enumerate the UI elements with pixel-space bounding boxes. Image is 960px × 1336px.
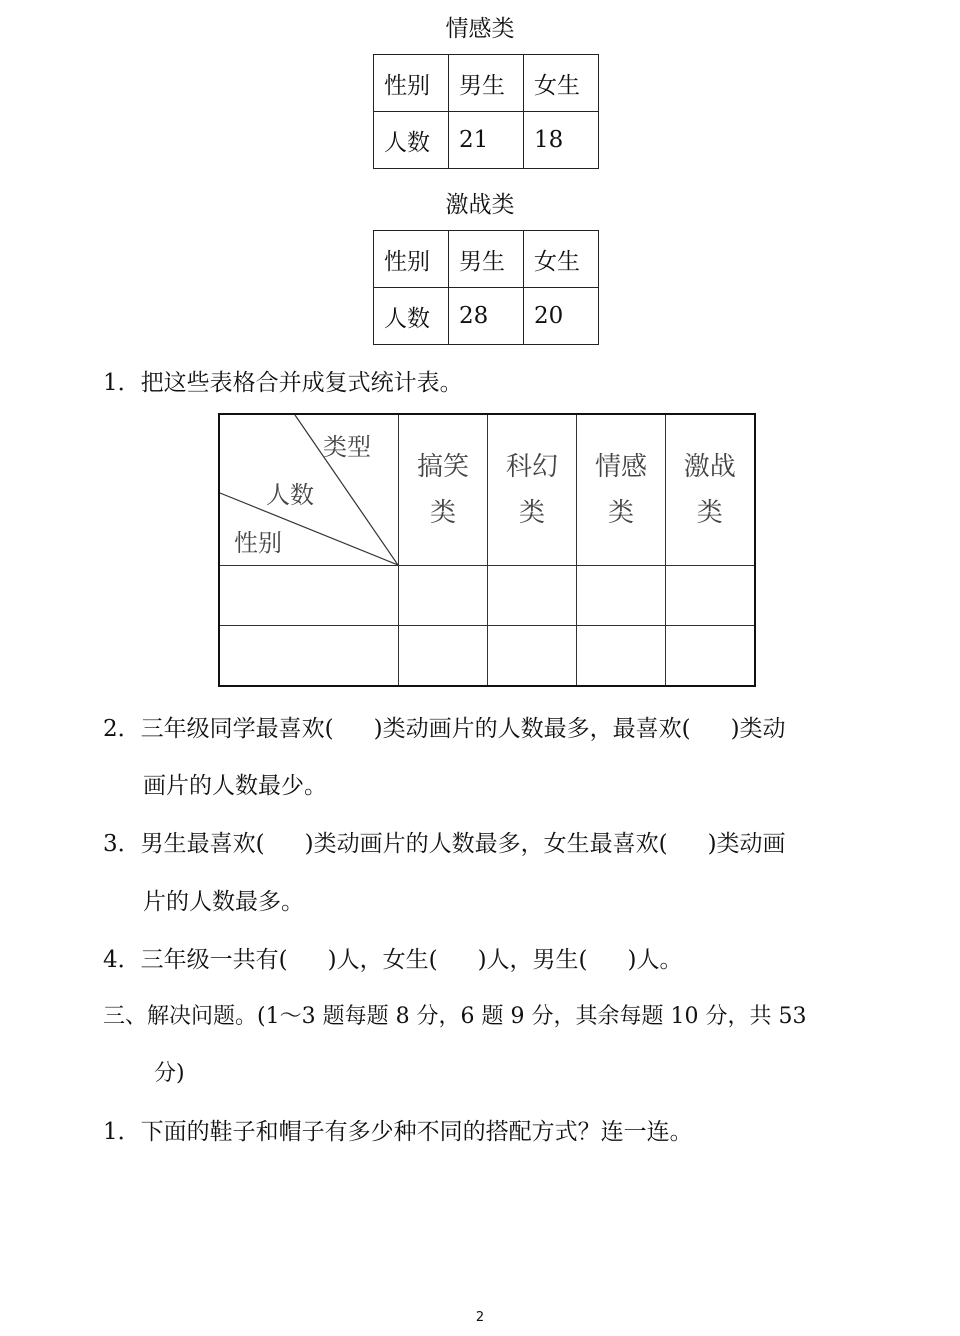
- table-cell: 男生: [449, 55, 524, 112]
- question-1: [103, 364, 463, 397]
- table-row: [374, 112, 599, 169]
- blank-cell[interactable]: [577, 626, 666, 686]
- blank-cell[interactable]: [577, 566, 666, 626]
- table-cell: 28: [449, 288, 524, 345]
- table-cell: 18: [524, 112, 599, 169]
- column-header-scifi: 科幻 类: [488, 414, 577, 566]
- page-number: 2: [475, 1310, 485, 1325]
- column-header-comedy: 搞笑 类: [399, 414, 488, 566]
- table-row: [219, 626, 755, 686]
- question-2-continued: 画片的人数最少。: [143, 773, 327, 799]
- table1-caption: 情感类: [445, 16, 515, 42]
- header-count-label: 人数: [266, 481, 314, 509]
- table2: [373, 230, 599, 345]
- table-row: [374, 55, 599, 112]
- header-type-label: 类型: [323, 433, 371, 461]
- table-cell: 人数: [374, 112, 449, 169]
- blank-cell[interactable]: [488, 566, 577, 626]
- table-cell: 20: [524, 288, 599, 345]
- table-cell: 女生: [524, 55, 599, 112]
- blank-cell[interactable]: [666, 566, 755, 626]
- table-cell: 女生: [524, 231, 599, 288]
- table-row: [374, 288, 599, 345]
- question-4: 4．三年级一共有( )人，女生( )人，男生( )人。: [103, 947, 683, 973]
- column-header-romance: 情感 类: [577, 414, 666, 566]
- question-3: 3．男生最喜欢( )类动画片的人数最多，女生最喜欢( )类动画: [103, 831, 786, 857]
- blank-cell[interactable]: [219, 566, 399, 626]
- section-3-question-1: 1．下面的鞋子和帽子有多少种不同的搭配方式？连一连。: [103, 1119, 693, 1145]
- question-number: 1．: [103, 370, 141, 396]
- table-row: [219, 566, 755, 626]
- table-cell: 人数: [374, 288, 449, 345]
- blank-cell[interactable]: [399, 566, 488, 626]
- table-cell: 性别: [374, 55, 449, 112]
- section-3-heading: 三、解决问题。(1～3 题每题 8 分，6 题 9 分，其余每题 10 分，共 53: [103, 1004, 807, 1029]
- question-3-continued: 片的人数最多。: [143, 889, 304, 915]
- section-3-heading-continued: 分): [154, 1061, 185, 1086]
- table2-caption: 激战类: [445, 192, 515, 218]
- table-cell: 性别: [374, 231, 449, 288]
- diagonal-header-cell: [219, 414, 399, 566]
- blank-cell[interactable]: [219, 626, 399, 686]
- blank-cell[interactable]: [666, 626, 755, 686]
- table-header-row: [219, 414, 755, 566]
- blank-cell[interactable]: [399, 626, 488, 686]
- table-row: [374, 231, 599, 288]
- compound-stats-table: [218, 413, 756, 687]
- column-header-action: 激战 类: [666, 414, 755, 566]
- question-2: 2．三年级同学最喜欢( )类动画片的人数最多，最喜欢( )类动: [103, 716, 786, 742]
- table-cell: 21: [449, 112, 524, 169]
- table1: [373, 54, 599, 169]
- question-text: 把这些表格合并成复式统计表。: [140, 370, 463, 396]
- header-gender-label: 性别: [234, 529, 282, 557]
- blank-cell[interactable]: [488, 626, 577, 686]
- table-cell: 男生: [449, 231, 524, 288]
